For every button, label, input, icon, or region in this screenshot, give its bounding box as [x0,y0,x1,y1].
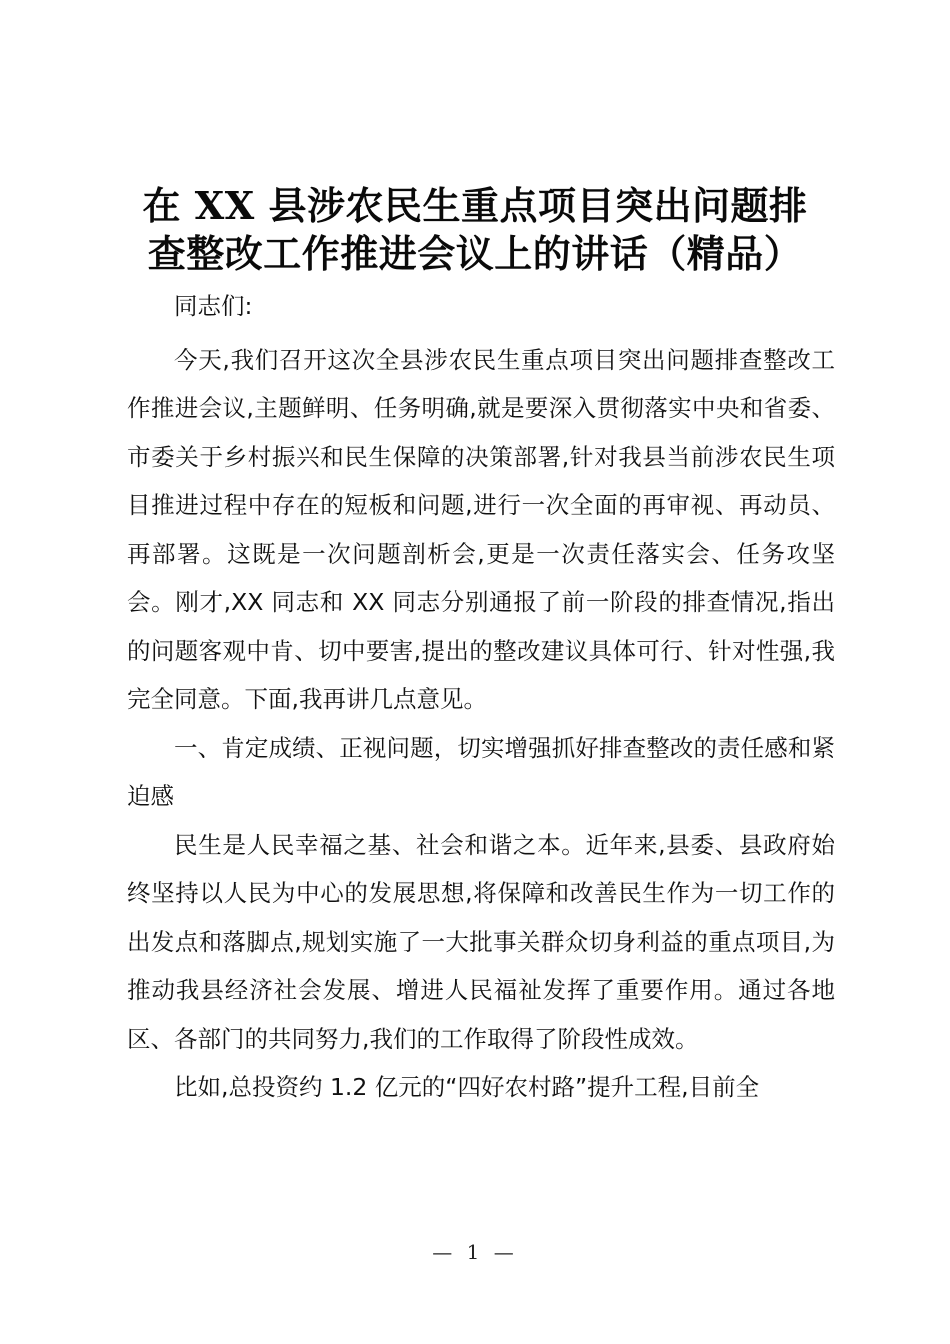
salutation: 同志们: [174,292,253,320]
section-heading-1: 一、肯定成绩、正视问题，切实增强抓好排查整改的责任感和紧迫感 [127,733,835,810]
document-body [127,282,835,1112]
page-number: — 1 — [432,1240,518,1264]
document-title [110,182,840,278]
title-line-2: 查整改工作推进会议上的讲话（精品） [147,231,803,276]
paragraph-achievements: 民生是人民幸福之基、社会和谐之本。近年来,县委、县政府始终坚持以人民为中心的发展思想,将保障和改善民生作为一切工作的出发点和落脚点,规划实施了一大批事关群众切身利益的重点项目,为推动我县经济社会发展、增进人民福祉发挥了重要作用。通过各地区、各部门的共同努力,我们的工作取得了阶段性成效。 [127,830,835,1053]
paragraph-intro: 今天,我们召开这次全县涉农民生重点项目突出问题排查整改工作推进会议,主题鲜明、任务明确,就是要深入贯彻落实中央和省委、市委关于乡村振兴和民生保障的决策部署,针对我县当前涉农民生项目推进过程中存在的短板和问题,进行一次全面的再审视、再动员、再部署。这既是一次问题剖析会,更是一次责任落实会、任务攻坚会。刚才,XX 同志和 XX 同志分别通报了前一阶段的排查情况,指出的问题客观中肯、切中要害,提出的整改建议具体可行、针对性强,我完全同意。下面,我再讲几点意见。 [127,345,835,713]
title-line-1: 在 XX 县涉农民生重点项目突出问题排 [142,183,808,228]
paragraph-example: 比如,总投资约 1.2 亿元的“四好农村路”提升工程,目前全 [174,1073,760,1101]
